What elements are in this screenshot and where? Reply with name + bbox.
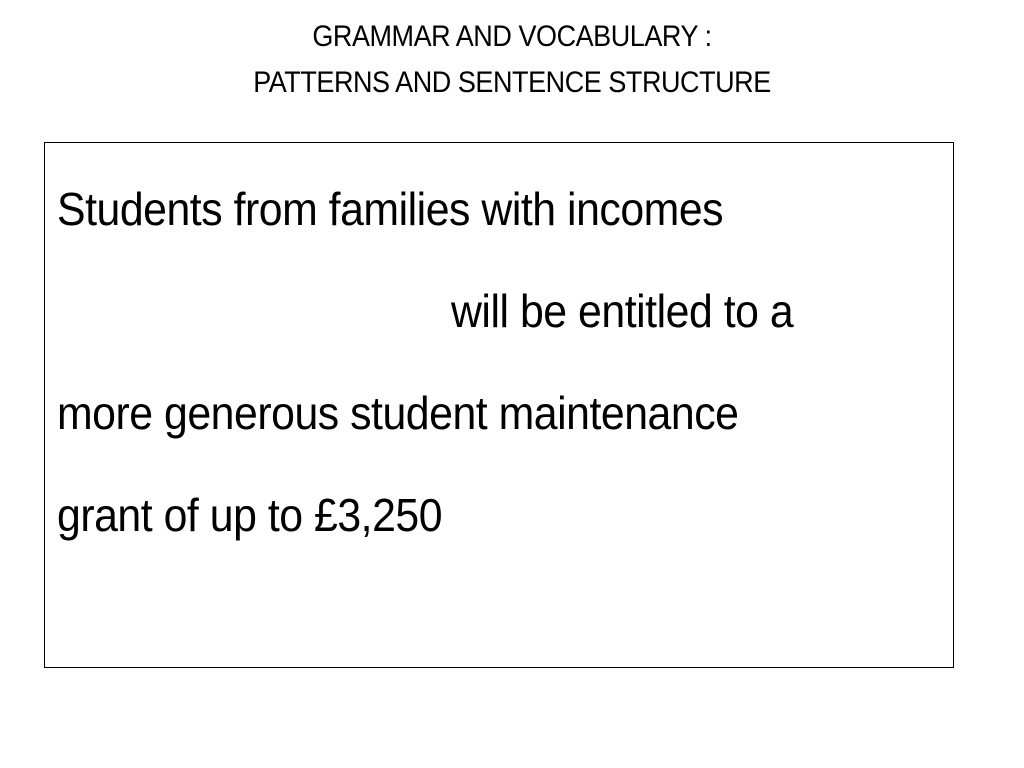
body-line-3: more generous student maintenance (57, 387, 739, 439)
body-line-1: Students from families with incomes (57, 183, 724, 235)
body-line-4: grant of up to £3,250 (57, 489, 443, 541)
title-line-2: PATTERNS AND SENTENCE STRUCTURE (253, 66, 771, 99)
content-box (44, 142, 954, 668)
title-line-1: GRAMMAR AND VOCABULARY : (312, 20, 712, 53)
slide-title (0, 14, 1024, 106)
body-line-2: will be entitled to a (451, 285, 794, 337)
